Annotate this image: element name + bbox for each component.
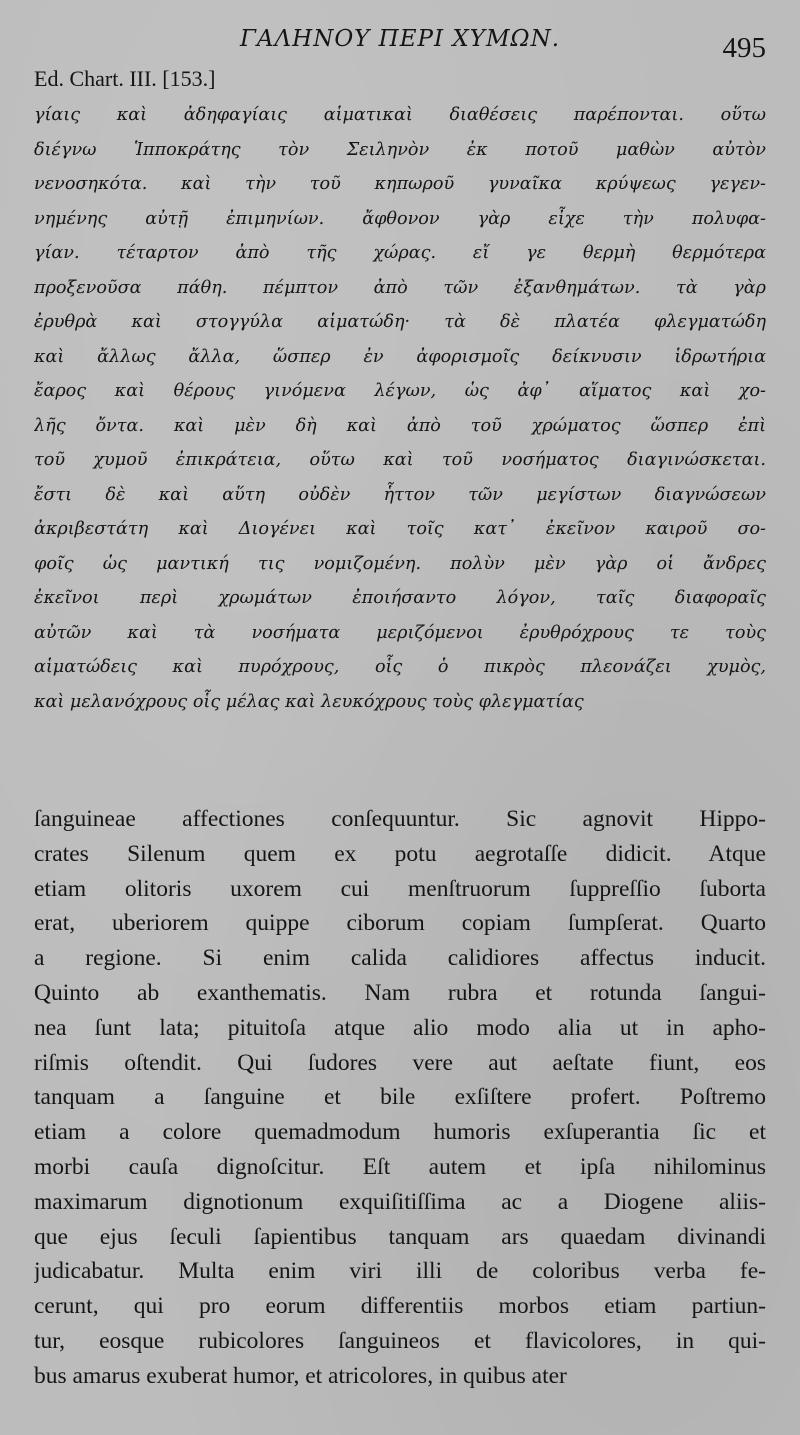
latin-line: riſmis oſtendit. Qui ſudores vere aut aeſtate fiunt, eos <box>34 1049 766 1076</box>
greek-line: ἔστι δὲ καὶ αὕτη οὐδὲν ἧττον τῶν μεγίστων διαγνώσεων <box>34 484 766 505</box>
greek-line: ἀκριβεστάτη καὶ Διογένει καὶ τοῖς κατ᾽ ἐκεῖνον καιροῦ σο- <box>34 519 766 539</box>
latin-line: nea ſunt lata; pituitoſa atque alio modo alia ut in apho- <box>34 1014 766 1041</box>
latin-line: etiam a colore quemadmodum humoris exſuperantia ſic et <box>34 1119 766 1146</box>
latin-line: maximarum dignotionum exquiſitiſſima ac a Diogene aliis- <box>34 1188 766 1215</box>
latin-line: bus amarus exuberat humor, et atricolores, in quibus ater <box>34 1362 567 1389</box>
greek-line: φοῖς ὡς μαντική τις νομιζομένη. πολὺν μὲν γὰρ οἱ ἄνδρες <box>34 553 766 574</box>
greek-line: αἱματώδεις καὶ πυρόχρους, οἷς ὁ πικρὸς πλεονάζει χυμὸς, <box>34 657 766 677</box>
greek-line: προξενοῦσα πάθη. πέμπτον ἀπὸ τῶν ἐξανθημάτων. τὰ γὰρ <box>34 277 766 298</box>
greek-line: ἔαρος καὶ θέρους γινόμενα λέγων, ὡς ἀφ᾽ αἵματος καὶ χο- <box>34 381 766 401</box>
greek-line: τοῦ χυμοῦ ἐπικράτεια, οὕτω καὶ τοῦ νοσήματος διαγινώσκεται. <box>34 450 766 470</box>
greek-line: γίαν. τέταρτον ἀπὸ τῆς χώρας. εἴ γε θερμὴ θερμότερα <box>34 243 766 263</box>
latin-line: erat, uberiorem quippe ciborum copiam ſumpſerat. Quarto <box>34 910 766 937</box>
page-number: 495 <box>722 32 766 64</box>
greek-line: ἐκεῖνοι περὶ χρωμάτων ἐποιήσαντο λόγον, ταῖς διαφοραῖς <box>34 588 766 608</box>
latin-line: crates Silenum quem ex potu aegrotaſſe didicit. Atque <box>34 840 766 867</box>
latin-line: que ejus ſeculi ſapientibus tanquam ars quaedam divinandi <box>34 1223 766 1250</box>
greek-text-block <box>34 98 766 719</box>
latin-line: Quinto ab exanthematis. Nam rubra et rotunda ſangui- <box>34 979 766 1006</box>
latin-line: a regione. Si enim calida calidiores affectus inducit. <box>34 945 766 972</box>
greek-line: νημένης αὐτῇ ἐπιμηνίων. ἄφθονον γὰρ εἶχε τὴν πολυφα- <box>34 208 766 229</box>
greek-line: διέγνω Ἱπποκράτης τὸν Σειληνὸν ἐκ ποτοῦ μαθὼν αὐτὸν <box>34 139 766 160</box>
greek-line: ἐρυθρὰ καὶ στογγύλα αἱματώδη· τὰ δὲ πλατέα φλεγματώδη <box>34 312 766 332</box>
edition-reference: Ed. Chart. III. [153.] <box>34 66 216 91</box>
greek-line: λῆς ὄντα. καὶ μὲν δὴ καὶ ἀπὸ τοῦ χρώματος ὥσπερ ἐπὶ <box>34 415 766 436</box>
latin-line: ſanguineae affectiones conſequuntur. Sic agnovit Hippo- <box>34 806 766 832</box>
latin-line: tur, eosque rubicolores ſanguineos et flavicolores, in qui- <box>34 1327 766 1354</box>
greek-line: καὶ ἄλλως ἄλλα, ὥσπερ ἐν ἀφορισμοῖς δείκνυσιν ἱδρωτήρια <box>34 346 766 367</box>
latin-line: cerunt, qui pro eorum differentiis morbos etiam partiun- <box>34 1293 766 1320</box>
latin-line: judicabatur. Multa enim viri illi de coloribus verba fe- <box>34 1258 766 1285</box>
latin-text-block <box>34 802 766 1394</box>
latin-line: tanquam a ſanguine et bile exſiſtere profert. Poſtremo <box>34 1084 766 1111</box>
latin-line: etiam olitoris uxorem cui menſtruorum ſuppreſſio ſuborta <box>34 875 766 902</box>
greek-line: νενοσηκότα. καὶ τὴν τοῦ κηπωροῦ γυναῖκα κρύψεως γεγεν- <box>34 174 766 194</box>
latin-line: morbi cauſa dignoſcitur. Eſt autem et ipſa nihilominus <box>34 1153 766 1180</box>
greek-line: γίαις καὶ ἀδηφαγίαις αἱματικαὶ διαθέσεις παρέπονται. οὕτω <box>34 105 766 125</box>
running-title: ΓΑΛΗΝΟΥ ΠΕΡΙ ΧΥΜΩΝ. <box>239 26 561 52</box>
greek-line: αὐτῶν καὶ τὰ νοσήματα μεριζόμενοι ἐρυθρόχρους τε τοὺς <box>34 622 766 643</box>
greek-line: καὶ μελανόχρους οἷς μέλας καὶ λευκόχρους τοὺς φλεγματίας <box>34 691 584 712</box>
